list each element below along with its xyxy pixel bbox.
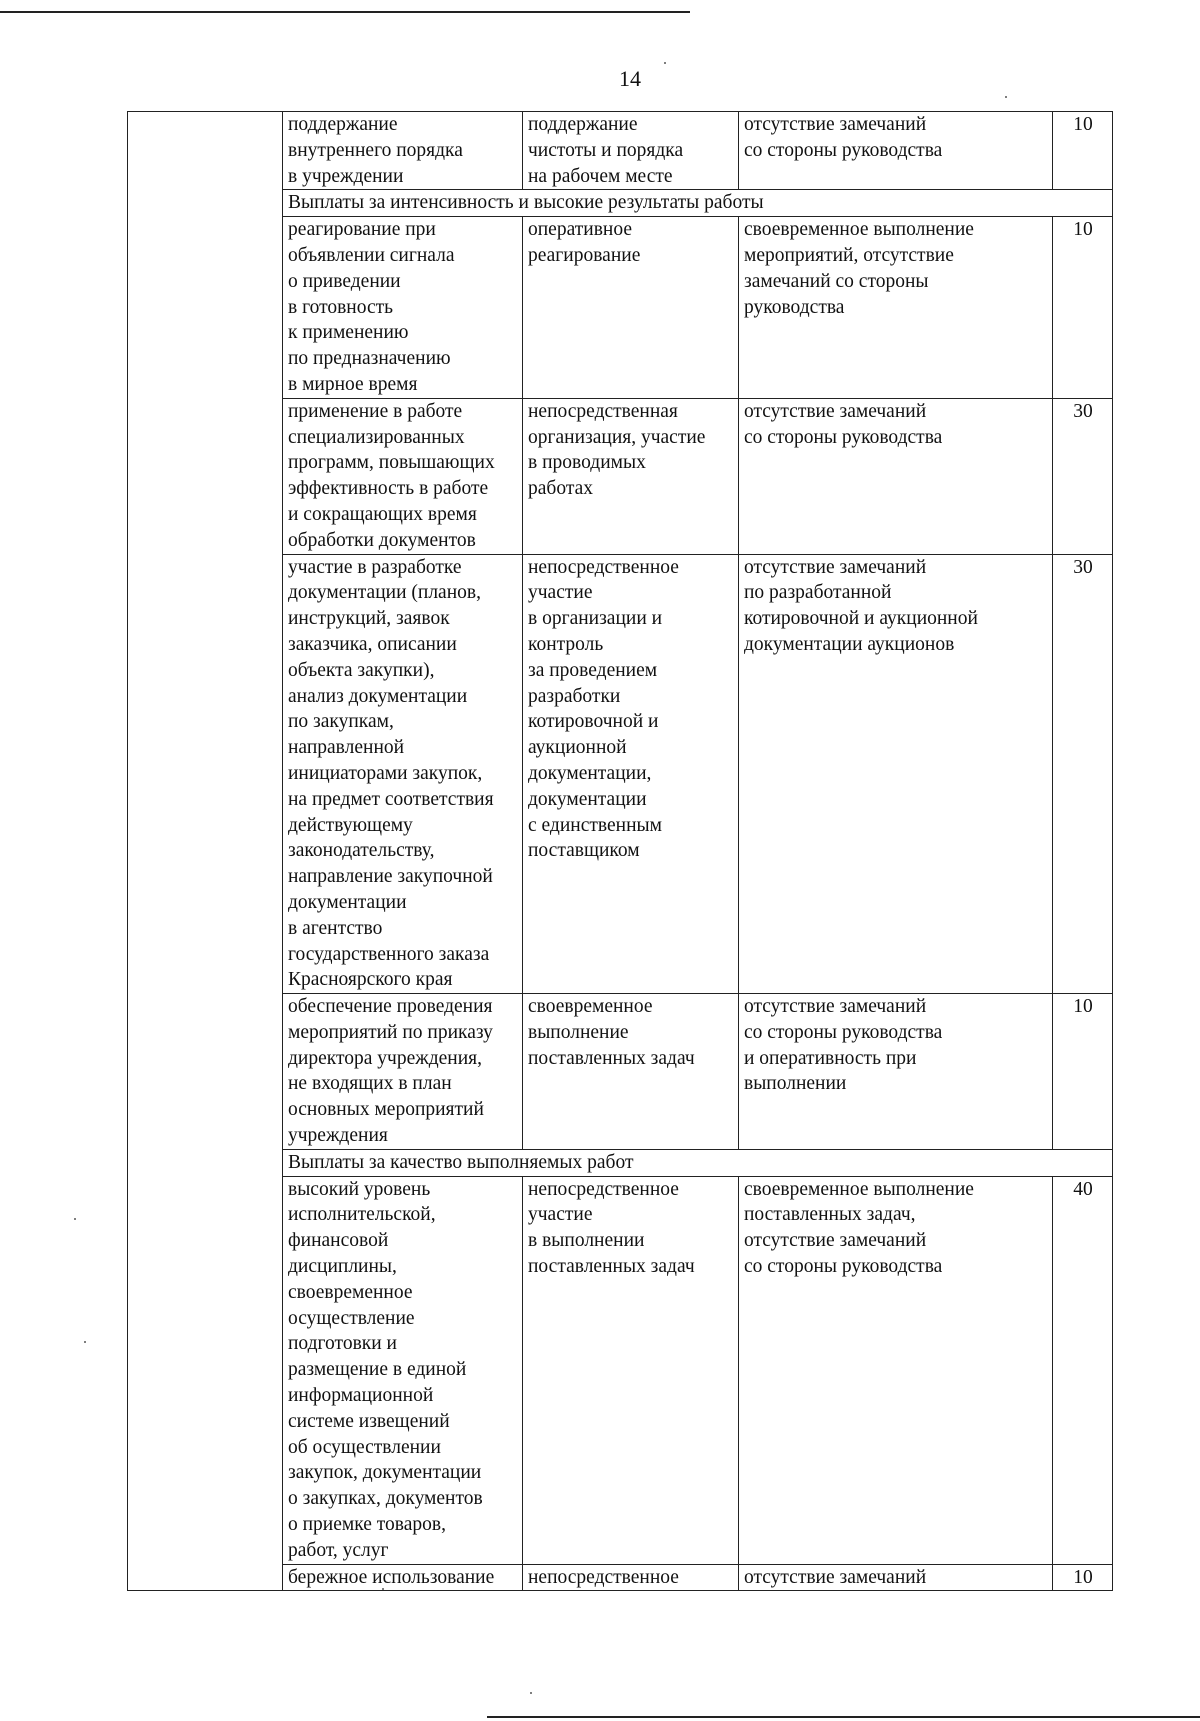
condition-cell: отсутствие замечаний по разработанной котировочной и аукционной документации аукционов <box>739 554 1053 994</box>
criteria-table <box>127 111 1113 1591</box>
criterion-cell: непосредственное <box>523 1564 739 1591</box>
indicator-cell: поддержание внутреннего порядка в учреждении <box>283 112 523 190</box>
criterion-cell: поддержание чистоты и порядка на рабочем месте <box>523 112 739 190</box>
condition-cell: отсутствие замечаний со стороны руководства <box>739 112 1053 190</box>
points-cell: 10 <box>1053 217 1113 399</box>
condition-cell: своевременное выполнение мероприятий, отсутствие замечаний со стороны руководства <box>739 217 1053 399</box>
criterion-cell: непосредственная организация, участие в проводимых работах <box>523 398 739 554</box>
condition-cell: отсутствие замечаний со стороны руководства <box>739 398 1053 554</box>
points-cell: 10 <box>1053 1564 1113 1591</box>
scan-speck <box>382 1588 384 1590</box>
criterion-cell: непосредственное участие в выполнении поставленных задач <box>523 1176 739 1564</box>
page-number: 14 <box>619 66 641 91</box>
condition-cell: отсутствие замечаний <box>739 1564 1053 1591</box>
table-row <box>128 112 1113 190</box>
scan-speck <box>664 62 666 64</box>
scan-speck <box>74 1218 76 1220</box>
points-cell: 10 <box>1053 112 1113 190</box>
scan-speck <box>1005 96 1007 98</box>
blank-left-column <box>128 112 283 1591</box>
condition-cell: отсутствие замечаний со стороны руководства и оперативность при выполнении <box>739 994 1053 1150</box>
indicator-cell: бережное использование <box>283 1564 523 1591</box>
indicator-cell: обеспечение проведения мероприятий по приказу директора учреждения, не входящих в план основных мероприятий учреждения <box>283 994 523 1150</box>
criterion-cell: непосредственное участие в организации и контроль за проведением разработки котировочной и аукционной документации, документации с единственным поставщиком <box>523 554 739 994</box>
scan-speck <box>84 1341 86 1343</box>
indicator-cell: участие в разработке документации (планов, инструкций, заявок заказчика, описании объекта закупки), анализ документации по закупкам, направленной инициаторами закупок, на предмет соответствия действующему законодательству, направление закупочной документации в агентство государственного заказа Красноярского края <box>283 554 523 994</box>
criterion-cell: своевременное выполнение поставленных задач <box>523 994 739 1150</box>
bottom-rule <box>487 1716 1200 1718</box>
points-cell: 10 <box>1053 994 1113 1150</box>
section-title: Выплаты за качество выполняемых работ <box>283 1149 1113 1176</box>
top-rule <box>0 11 690 13</box>
criterion-cell: оперативное реагирование <box>523 217 739 399</box>
points-cell: 40 <box>1053 1176 1113 1564</box>
points-cell: 30 <box>1053 554 1113 994</box>
section-title: Выплаты за интенсивность и высокие результаты работы <box>283 190 1113 217</box>
condition-cell: своевременное выполнение поставленных задач, отсутствие замечаний со стороны руководства <box>739 1176 1053 1564</box>
indicator-cell: реагирование при объявлении сигнала о приведении в готовность к применению по предназначению в мирное время <box>283 217 523 399</box>
points-cell: 30 <box>1053 398 1113 554</box>
indicator-cell: высокий уровень исполнительской, финансовой дисциплины, своевременное осуществление подготовки и размещение в единой информационной системе извещений об осуществлении закупок, документации о закупках, документов о приемке товаров, работ, услуг <box>283 1176 523 1564</box>
scan-speck <box>530 1692 532 1694</box>
indicator-cell: применение в работе специализированных программ, повышающих эффективность в работе и сокращающих время обработки документов <box>283 398 523 554</box>
